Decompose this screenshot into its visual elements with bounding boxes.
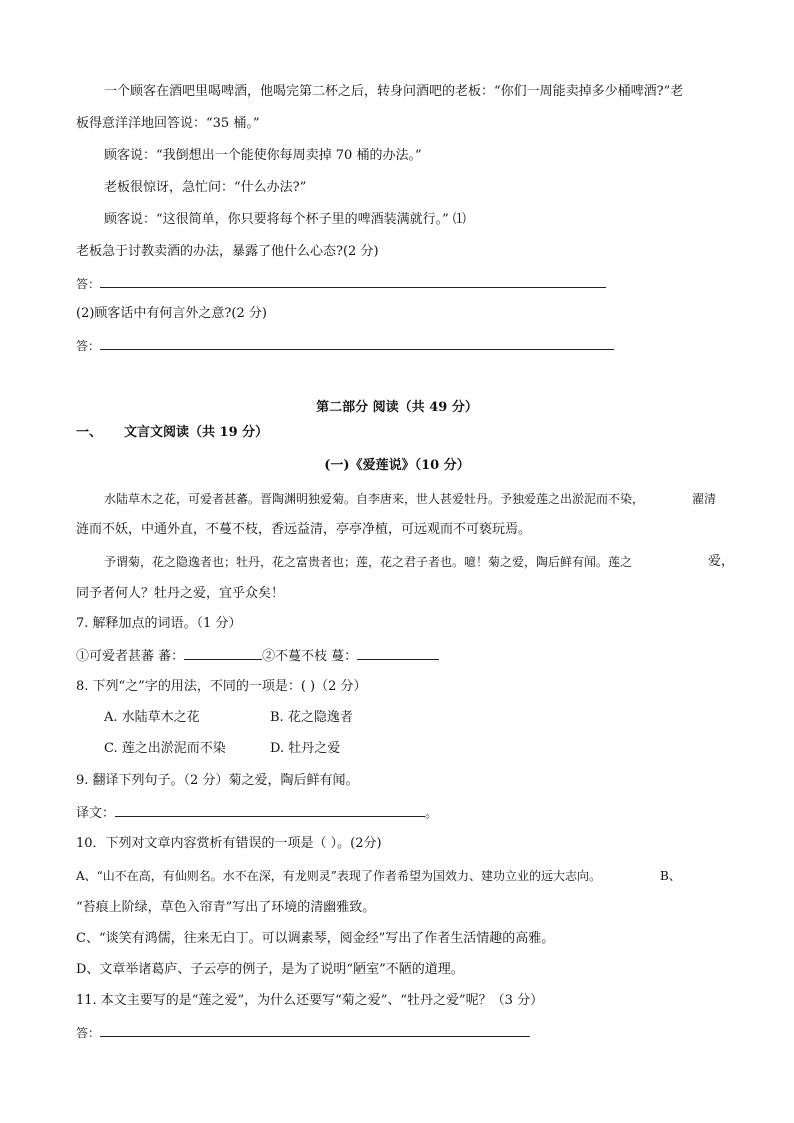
option-d: D、文章举诸葛庐、子云亭的例子，是为了说明“陋室”不陋的道理。: [76, 962, 464, 977]
answer-blank[interactable]: [100, 274, 606, 288]
translation-line: [76, 803, 438, 824]
answer-blank[interactable]: [357, 646, 439, 660]
answer-line-2: [76, 336, 614, 356]
classical-text-line-3: 予谓菊，花之隐逸者也；牡丹，花之富贵者也；莲，花之君子者也。噫！菊之爱，陶后鲜有闻。莲之: [104, 555, 633, 569]
classical-text-line-3-end: 爱，: [708, 554, 735, 569]
passage-line-2: 板得意洋洋地回答说：“35 桶。”: [76, 116, 260, 131]
question-11-stem: 11. 本文主要写的是“莲之爱”，为什么还要写“菊之爱”、“牡丹之爱”呢？（3 分）: [76, 993, 544, 1008]
option-c: C. 莲之出淤泥而不染: [104, 741, 226, 756]
answer-line-1: [76, 274, 606, 294]
question-7-item-b: ②不蔓不枝 蔓：: [262, 649, 358, 664]
passage-line-1: 一个顾客在酒吧里喝啤酒，他喝完第二杯之后，转身问酒吧的老板：“你们一周能卖掉多少桶啤酒?”老: [104, 84, 684, 99]
classical-text-line-4: 同予者何人？牡丹之爱，宜乎众矣！: [76, 586, 285, 601]
classical-text-line-1: 水陆草木之花，可爱者甚蕃。晋陶渊明独爱菊。自李唐来，世人甚爱牡丹。予独爱莲之出淤泥而不染，: [104, 492, 645, 506]
answer-blank[interactable]: [115, 803, 425, 817]
section-one-title: 文言文阅读（共 19 分）: [124, 425, 269, 440]
question-9-stem: 9. 翻译下列句子。（2 分）菊之爱，陶后鲜有闻。: [76, 773, 359, 788]
answer-blank[interactable]: [184, 646, 262, 660]
translation-label: 译文：: [76, 806, 116, 821]
option-d: D. 牡丹之爱: [270, 741, 341, 756]
answer-label: 答：: [76, 1026, 101, 1040]
section-one-number: 一、: [76, 425, 103, 440]
answer-line-3: [76, 1023, 530, 1043]
question-7-item-a: ①可爱者甚蕃 蕃：: [76, 649, 185, 664]
question-2-stem: (2)顾客话中有何言外之意?(2 分): [76, 306, 267, 321]
option-b-label: B、: [660, 869, 681, 883]
answer-label: 答：: [76, 339, 101, 353]
question-8-stem: 8. 下列“之”字的用法，不同的一项是：( )（2 分）: [76, 679, 367, 694]
question-7-items: [76, 646, 439, 667]
passage-line-4: 老板很惊讶，急忙问：“什么办法?”: [104, 180, 307, 195]
classical-text-line-1-end: 濯清: [692, 492, 717, 506]
question-10-stem: 10．下列对文章内容赏析有错误的一项是（ ）。(2分): [76, 836, 382, 851]
question-7-stem: 7. 解释加点的词语。（1 分）: [76, 616, 242, 631]
passage-line-3: 顾客说：“我倒想出一个能使你每周卖掉 70 桶的办法。”: [104, 148, 422, 163]
option-b: “苔痕上阶绿，草色入帘青”写出了环境的清幽雅致。: [76, 900, 376, 915]
classical-text-line-2: 涟而不妖，中通外直，不蔓不枝，香远益清，亭亭净植，可远观而不可亵玩焉。: [76, 522, 532, 537]
option-b: B. 花之隐逸者: [270, 710, 353, 725]
part-two-title: 第二部分 阅读（共 49 分）: [316, 400, 478, 415]
translation-period: 。: [425, 806, 439, 821]
option-a: A. 水陆草木之花: [104, 710, 200, 725]
option-a: A、“山不在高，有仙则名。水不在深，有龙则灵”表现了作者希望为国效力、建功立业的远大志向。: [76, 869, 601, 883]
answer-label: 答：: [76, 277, 101, 291]
answer-blank[interactable]: [100, 336, 614, 350]
option-c: C、“谈笑有鸿儒，往来无白丁。可以调素琴，阅金经”写出了作者生活情趣的高雅。: [76, 931, 555, 946]
answer-blank[interactable]: [100, 1023, 530, 1037]
question-1-stem: 老板急于讨教卖酒的办法，暴露了他什么心态?(2 分): [76, 244, 379, 259]
passage-subtitle: (一)《爱莲说》（10 分）: [324, 458, 470, 473]
passage-line-5: 顾客说：“这很简单，你只要将每个杯子里的啤酒装满就行。” ⑴: [104, 212, 466, 227]
